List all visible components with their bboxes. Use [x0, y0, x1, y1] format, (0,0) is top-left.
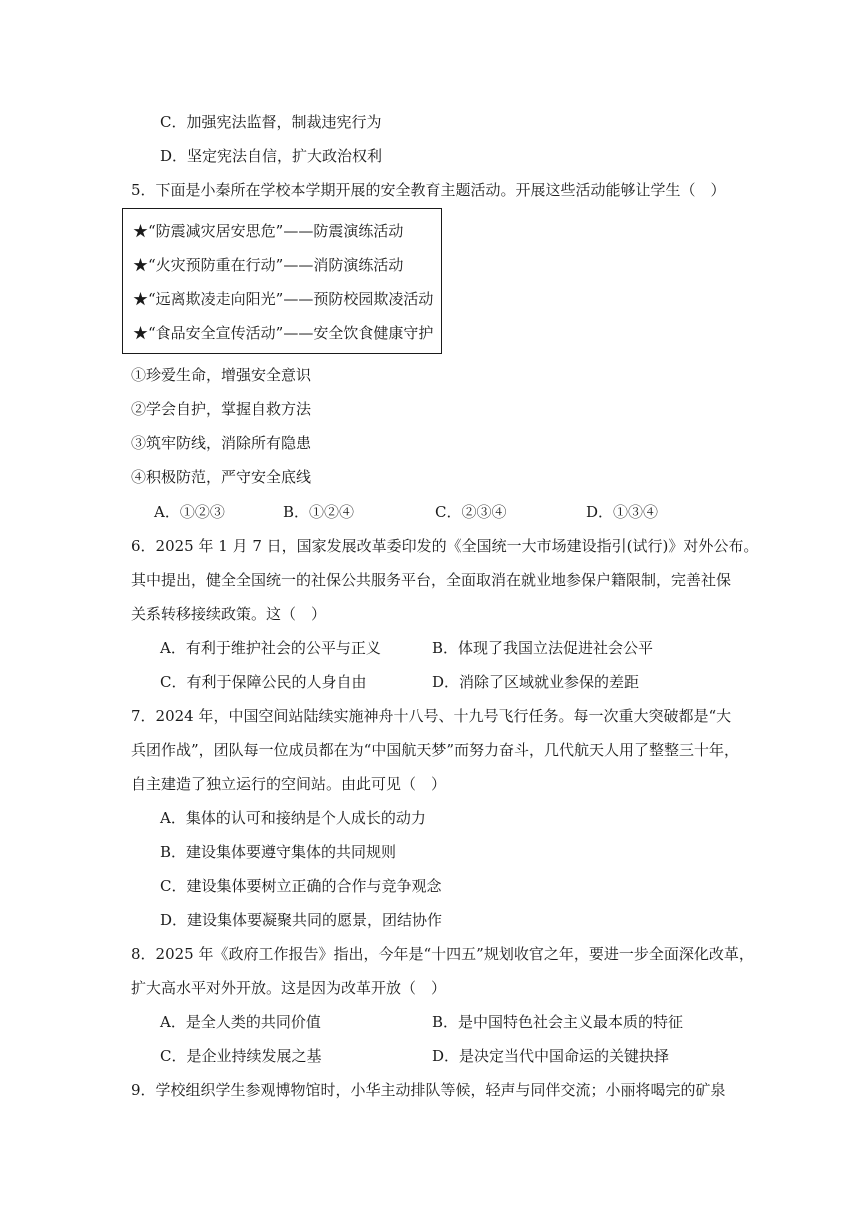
q5-stem: 5．下面是小秦所在学校本学期开展的安全教育主题活动。开展这些活动能够让学生（ ）	[131, 181, 726, 199]
q7-option-b: B．建设集体要遵守集体的共同规则	[160, 843, 397, 861]
q7-stem-line: 兵团作战”，团队每一位成员都在为“中国航天梦”而努力奋斗，几代航天人用了整整三十年，	[131, 741, 740, 759]
q4-option-d: D．坚定宪法自信，扩大政治权利	[160, 147, 383, 165]
q6-option-d: D．消除了区域就业参保的差距	[432, 673, 640, 691]
q5-option-d: D．①③④	[586, 503, 659, 521]
q6-stem-line: 其中提出，健全全国统一的社保公共服务平台，全面取消在就业地参保户籍限制，完善社保	[131, 571, 732, 589]
q7-option-d: D．建设集体要凝聚共同的愿景，团结协作	[160, 911, 443, 929]
q5-option-a: A．①②③	[154, 503, 225, 521]
q5-statement-4: ④积极防范，严守安全底线	[131, 468, 312, 486]
q7-stem-line: 7．2024 年，中国空间站陆续实施神舟十八号、十九号飞行任务。每一次重大突破都是“大	[131, 707, 732, 725]
q5-activity-box	[122, 208, 442, 354]
q8-option-b: B．是中国特色社会主义最本质的特征	[432, 1013, 684, 1031]
q8-option-d: D．是决定当代中国命运的关键抉择	[432, 1047, 670, 1065]
q7-stem-line: 自主建造了独立运行的空间站。由此可见（ ）	[131, 775, 447, 793]
q5-option-b: B．①②④	[283, 503, 355, 521]
q8-option-c: C．是企业持续发展之基	[160, 1047, 322, 1065]
q5-statement-2: ②学会自护，掌握自救方法	[131, 400, 312, 418]
q8-option-a: A．是全人类的共同价值	[160, 1013, 321, 1031]
q4-option-c: C．加强宪法监督，制裁违宪行为	[160, 113, 382, 131]
q6-option-a: A．有利于维护社会的公平与正义	[160, 639, 381, 657]
q6-stem-line: 关系转移接续政策。这（ ）	[131, 605, 327, 623]
q6-stem-line: 6．2025 年 1 月 7 日，国家发展改革委印发的《全国统一大市场建设指引(试行)》对外公布。	[131, 537, 759, 555]
q7-option-c: C．建设集体要树立正确的合作与竞争观念	[160, 877, 442, 895]
q5-statement-3: ③筑牢防线，消除所有隐患	[131, 434, 312, 452]
q8-stem-line: 扩大高水平对外开放。这是因为改革开放（ ）	[131, 979, 447, 997]
q6-option-b: B．体现了我国立法促进社会公平	[432, 639, 654, 657]
q5-statement-1: ①珍爱生命，增强安全意识	[131, 366, 312, 384]
q8-stem-line: 8．2025 年《政府工作报告》指出，今年是“十四五”规划收官之年，要进一步全面深化改革，	[131, 945, 754, 963]
q5-option-c: C．②③④	[435, 503, 507, 521]
q5-activity-item: ★“火灾预防重在行动”——消防演练活动	[133, 256, 404, 274]
q5-activity-item: ★“食品安全宣传活动”——安全饮食健康守护	[133, 324, 434, 342]
q6-option-c: C．有利于保障公民的人身自由	[160, 673, 367, 691]
q9-stem-line: 9．学校组织学生参观博物馆时，小华主动排队等候，轻声与同伴交流；小丽将喝完的矿泉	[131, 1081, 726, 1099]
q5-activity-item: ★“防震减灾居安思危”——防震演练活动	[133, 222, 404, 240]
q7-option-a: A．集体的认可和接纳是个人成长的动力	[160, 809, 426, 827]
q5-activity-item: ★“远离欺凌走向阳光”——预防校园欺凌活动	[133, 290, 434, 308]
